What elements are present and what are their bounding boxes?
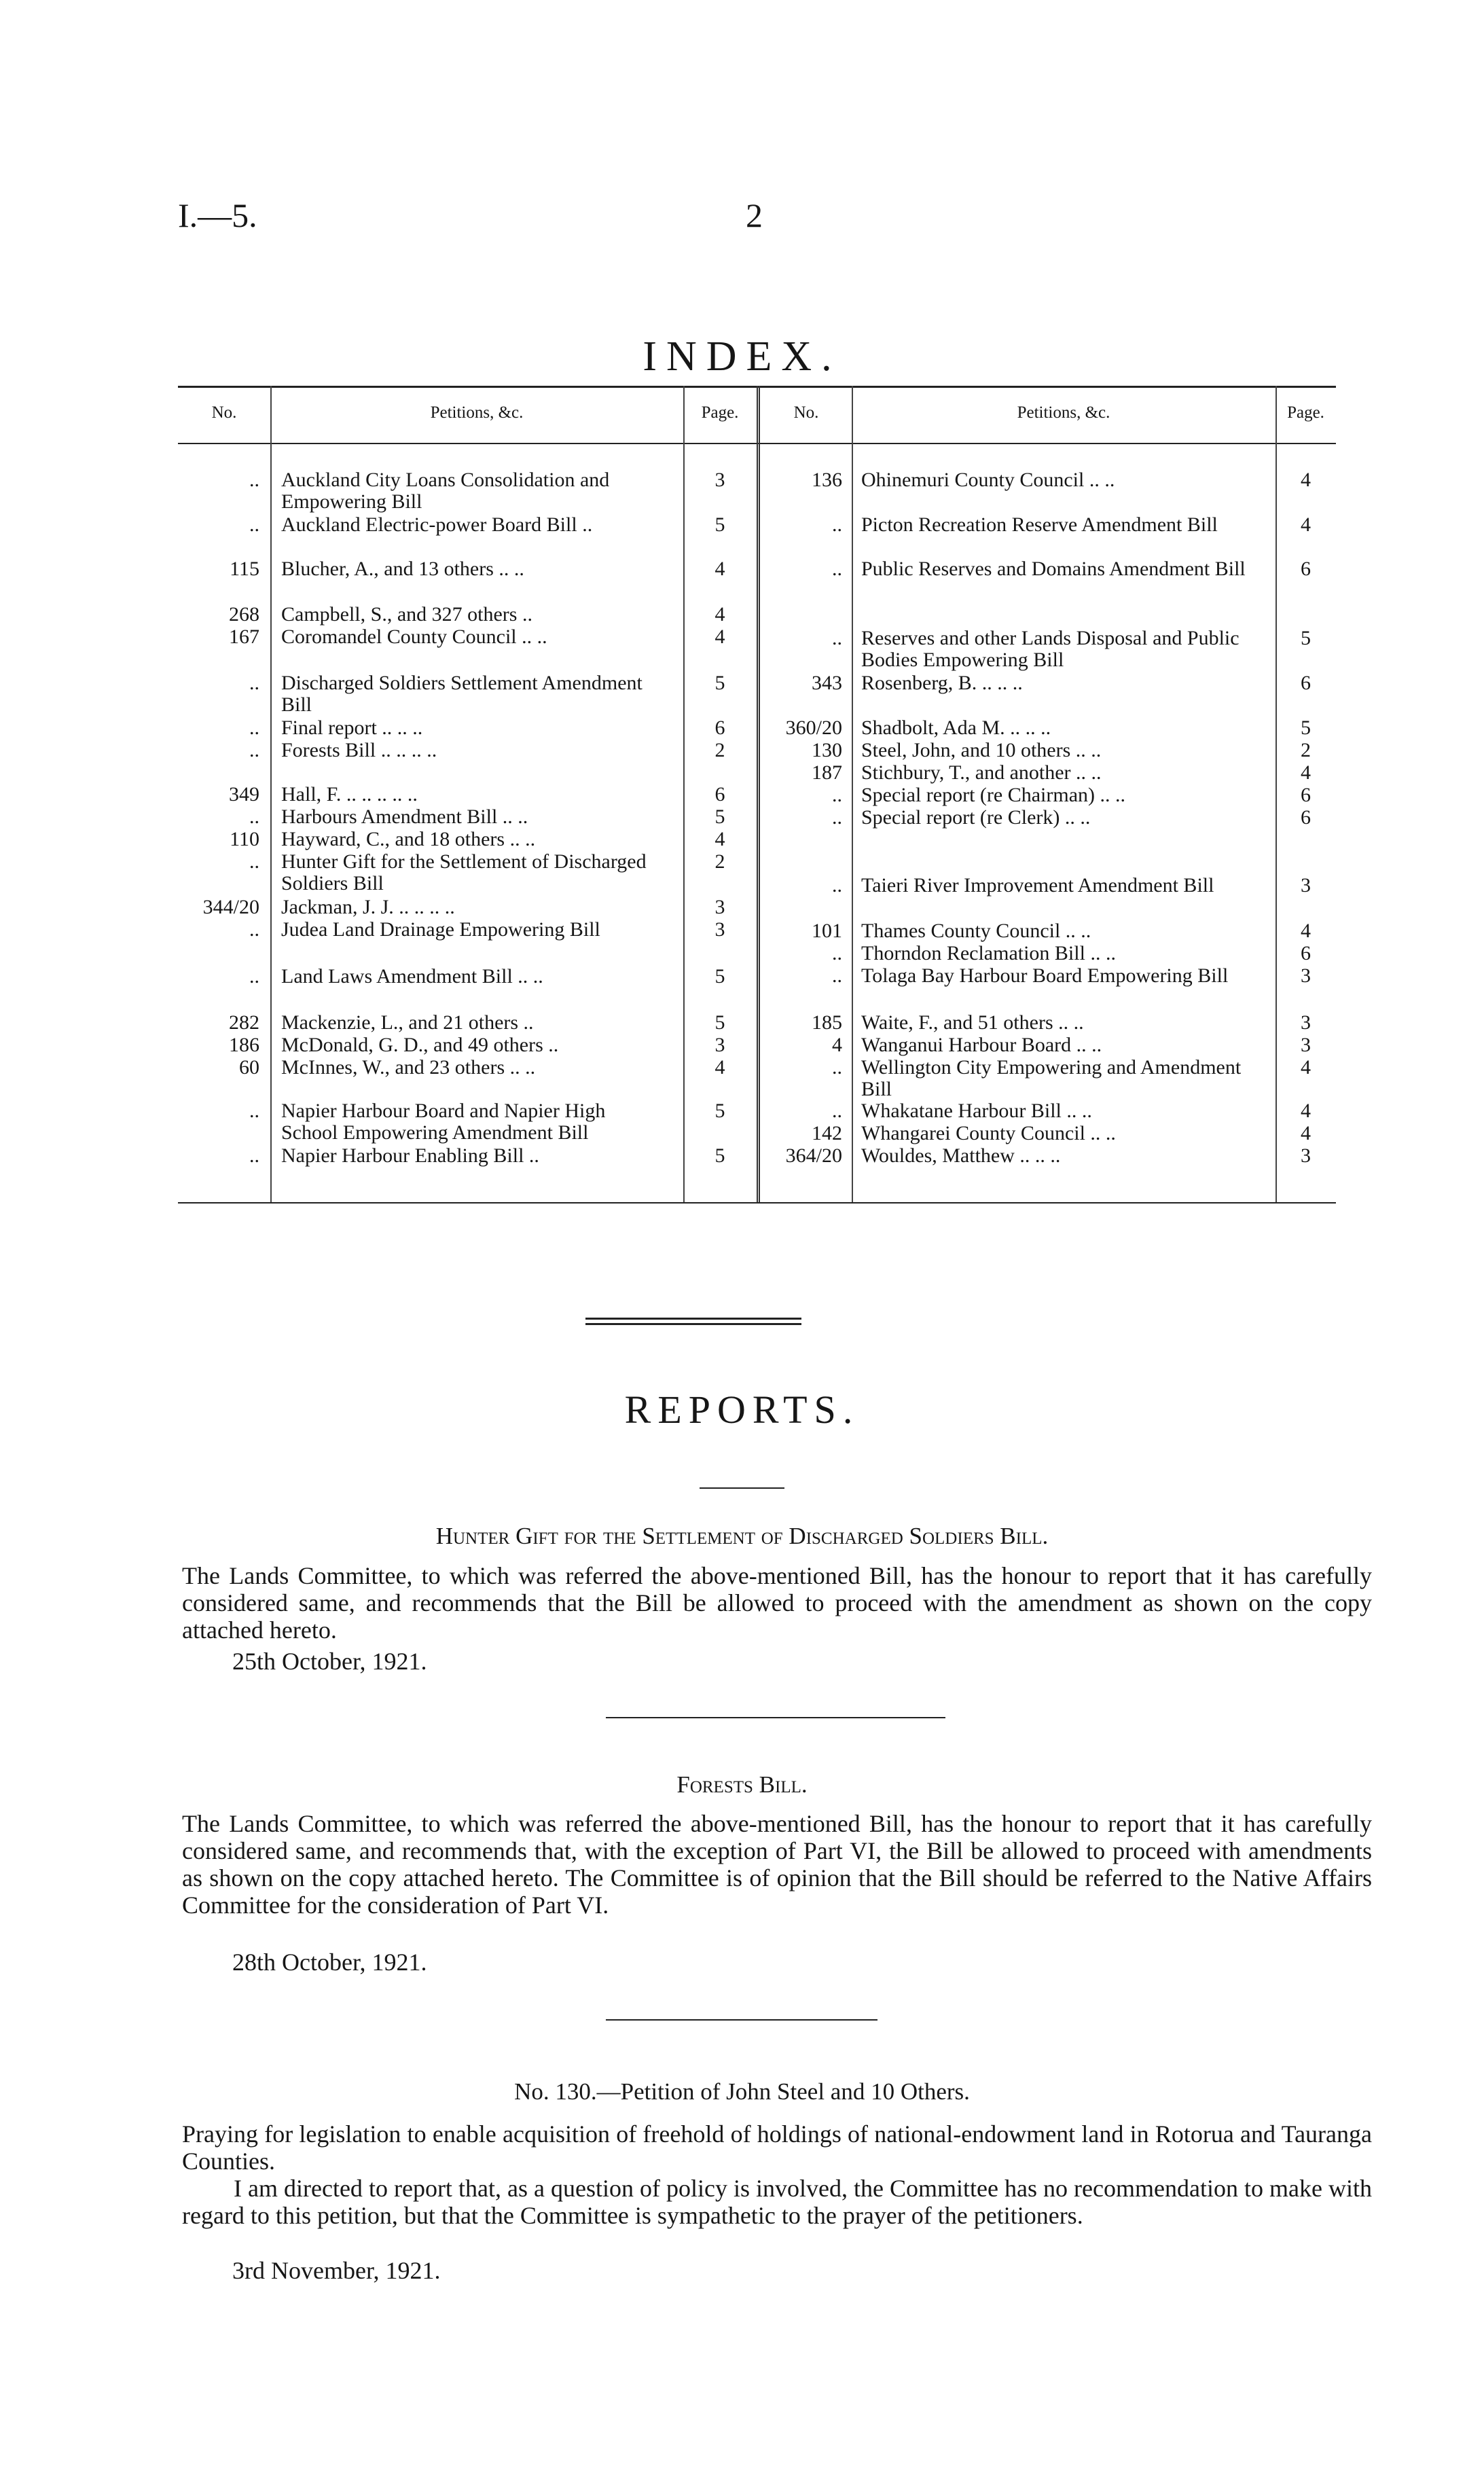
index-entry-page: 4 (1301, 1122, 1311, 1144)
index-entry-page: 3 (714, 469, 725, 491)
index-entry-title: Stichbury, T., and another .. .. (861, 761, 1102, 784)
index-entry-number: .. (249, 717, 259, 739)
hunter-bill-heading: Hunter Gift for the Settlement of Discharged Soldiers Bill. (435, 1523, 1049, 1549)
index-entry-number: .. (249, 918, 259, 941)
section-divider (585, 1323, 801, 1325)
index-entry-number: 349 (229, 783, 259, 806)
petition-heading: No. 130.—Petition of John Steel and 10 Others. (514, 2078, 970, 2105)
title-underline (700, 1487, 784, 1489)
index-entry-title: Tolaga Bay Harbour Board Empowering Bill (861, 964, 1229, 987)
index-entry-title: Blucher, A., and 13 others .. .. (281, 558, 524, 580)
index-entry-number: 360/20 (785, 717, 842, 739)
petition-report: I am directed to report that, as a question of policy is involved, the Committee has no recommendation to make with regard to this petition, but that the Committee is sympathetic to the prayer of the petitioners. (182, 2175, 1372, 2229)
index-entry-number: 136 (812, 469, 842, 491)
index-entry-page: 5 (714, 1100, 725, 1122)
column-divider (270, 386, 272, 1202)
header-page-left: Page. (701, 403, 739, 422)
index-entry-title: Whangarei County Council .. .. (861, 1122, 1116, 1144)
index-entry-page: 5 (714, 1144, 725, 1167)
index-entry-page: 4 (1301, 1100, 1311, 1122)
index-entry-page: 6 (1301, 558, 1311, 580)
index-entry-title: Mackenzie, L., and 21 others .. (281, 1011, 534, 1034)
index-entry-title: Hunter Gift for the Settlement of Discharged Soldiers Bill (281, 850, 647, 894)
index-entry-number: 343 (812, 672, 842, 694)
index-entry-page: 3 (1301, 1011, 1311, 1034)
index-entry-title: Wanganui Harbour Board .. .. (861, 1034, 1102, 1056)
index-entry-number: 185 (812, 1011, 842, 1034)
index-entry-page: 6 (1301, 672, 1311, 694)
index-entry-title: Thorndon Reclamation Bill .. .. (861, 942, 1116, 964)
index-entry-page: 3 (1301, 1144, 1311, 1167)
index-entry-title: Auckland City Loans Consolidation and Empowering Bill (281, 469, 610, 513)
index-entry-page: 6 (714, 717, 725, 739)
index-entry-number: .. (249, 1100, 259, 1122)
index-entry-number: 364/20 (785, 1144, 842, 1167)
index-entry-page: 4 (1301, 513, 1311, 536)
index-entry-page: 6 (1301, 942, 1311, 964)
index-entry-page: 4 (714, 558, 725, 580)
index-entry-number: .. (249, 469, 259, 491)
index-entry-number: 167 (229, 626, 259, 648)
petition-prayer: Praying for legislation to enable acquisition of freehold of holdings of national-endowment land in Rotorua and Tauranga Counties. (182, 2120, 1372, 2175)
index-entry-number: .. (832, 806, 842, 829)
index-entry-number: 115 (230, 558, 259, 580)
index-entry-number: 142 (812, 1122, 842, 1144)
index-entry-page: 4 (714, 1056, 725, 1079)
index-entry-number: .. (832, 513, 842, 536)
index-entry-number: .. (832, 964, 842, 987)
index-entry-number: .. (249, 965, 259, 988)
index-entry-number: 186 (229, 1034, 259, 1056)
forests-bill-heading: Forests Bill. (676, 1771, 808, 1798)
index-entry-number: 110 (230, 828, 259, 850)
index-entry-number: .. (832, 558, 842, 580)
section-divider (606, 2019, 877, 2021)
index-table (178, 386, 1336, 1208)
index-entry-number: .. (832, 784, 842, 806)
index-entry-page: 3 (714, 896, 725, 918)
table-bottom-rule (178, 1202, 1336, 1204)
index-entry-page: 5 (714, 1011, 725, 1034)
index-entry-title: McDonald, G. D., and 49 others .. (281, 1034, 559, 1056)
reports-title: REPORTS. (624, 1388, 860, 1432)
index-entry-title: Rosenberg, B. .. .. .. (861, 672, 1023, 694)
index-entry-page: 3 (1301, 1034, 1311, 1056)
index-entry-number: .. (832, 627, 842, 649)
index-entry-title: Whakatane Harbour Bill .. .. (861, 1100, 1092, 1122)
index-entry-title: Thames County Council .. .. (861, 920, 1091, 942)
index-entry-title: Napier Harbour Board and Napier High School Empowering Amendment Bill (281, 1100, 606, 1144)
index-entry-number: .. (249, 1144, 259, 1167)
index-entry-title: Picton Recreation Reserve Amendment Bill (861, 513, 1218, 536)
index-entry-page: 6 (1301, 806, 1311, 829)
index-entry-number: 130 (812, 739, 842, 761)
index-entry-page: 5 (1301, 627, 1311, 649)
section-divider (585, 1318, 801, 1320)
index-entry-page: 3 (1301, 874, 1311, 897)
index-entry-page: 5 (714, 965, 725, 988)
index-entry-page: 5 (714, 672, 725, 694)
index-entry-page: 2 (1301, 739, 1311, 761)
index-entry-title: Hayward, C., and 18 others .. .. (281, 828, 536, 850)
index-entry-number: 344/20 (202, 896, 259, 918)
index-entry-number: 268 (229, 603, 259, 626)
index-entry-page: 4 (1301, 761, 1311, 784)
page-identifier: I.—5. (178, 196, 257, 234)
index-entry-title: Special report (re Clerk) .. .. (861, 806, 1091, 829)
index-entry-page: 2 (714, 850, 725, 873)
index-entry-title: Auckland Electric-power Board Bill .. (281, 513, 593, 536)
index-entry-page: 3 (714, 1034, 725, 1056)
index-entry-page: 6 (1301, 784, 1311, 806)
index-entry-title: Judea Land Drainage Empowering Bill (281, 918, 600, 941)
index-entry-number: .. (249, 850, 259, 873)
index-entry-number: .. (832, 874, 842, 897)
index-entry-title: Taieri River Improvement Amendment Bill (861, 874, 1214, 897)
index-entry-page: 4 (714, 603, 725, 626)
index-entry-title: Public Reserves and Domains Amendment Bill (861, 558, 1246, 580)
header-petitions-left: Petitions, &c. (430, 403, 524, 422)
hunter-bill-date: 25th October, 1921. (232, 1648, 427, 1675)
index-entry-title: Coromandel County Council .. .. (281, 626, 547, 648)
forests-bill-date: 28th October, 1921. (232, 1949, 427, 1976)
section-divider (606, 1717, 945, 1718)
index-entry-page: 3 (1301, 964, 1311, 987)
index-entry-title: Shadbolt, Ada M. .. .. .. (861, 717, 1051, 739)
index-entry-title: Harbours Amendment Bill .. .. (281, 806, 528, 828)
index-entry-number: 101 (812, 920, 842, 942)
index-entry-number: .. (832, 1056, 842, 1079)
page-number: 2 (746, 196, 763, 234)
index-entry-number: .. (249, 672, 259, 694)
header-no-right: No. (793, 403, 819, 422)
index-entry-page: 6 (714, 783, 725, 806)
index-entry-page: 3 (714, 918, 725, 941)
index-entry-page: 4 (714, 626, 725, 648)
index-entry-number: .. (832, 942, 842, 964)
column-divider-double (757, 386, 760, 1202)
index-entry-title: Special report (re Chairman) .. .. (861, 784, 1126, 806)
index-entry-page: 4 (714, 828, 725, 850)
index-entry-title: Final report .. .. .. (281, 717, 423, 739)
index-entry-title: Hall, F. .. .. .. .. .. (281, 783, 418, 806)
index-entry-title: Forests Bill .. .. .. .. (281, 739, 437, 761)
index-entry-number: .. (249, 513, 259, 536)
index-entry-page: 4 (1301, 469, 1311, 491)
index-entry-title: Steel, John, and 10 others .. .. (861, 739, 1102, 761)
index-entry-page: 5 (714, 806, 725, 828)
index-entry-title: Discharged Soldiers Settlement Amendment Bill (281, 672, 643, 716)
index-entry-title: Ohinemuri County Council .. .. (861, 469, 1115, 491)
index-entry-page: 5 (714, 513, 725, 536)
petition-date: 3rd November, 1921. (232, 2257, 441, 2284)
index-entry-title: Land Laws Amendment Bill .. .. (281, 965, 543, 988)
header-page-right: Page. (1287, 403, 1324, 422)
index-entry-number: 60 (239, 1056, 259, 1079)
index-entry-number: .. (249, 739, 259, 761)
column-divider (852, 386, 853, 1202)
index-entry-page: 4 (1301, 1056, 1311, 1079)
index-entry-page: 5 (1301, 717, 1311, 739)
index-entry-number: .. (832, 1100, 842, 1122)
index-entry-title: Reserves and other Lands Disposal and Public Bodies Empowering Bill (861, 627, 1239, 671)
index-entry-number: 4 (832, 1034, 842, 1056)
index-entry-title: Waite, F., and 51 others .. .. (861, 1011, 1084, 1034)
index-entry-title: Wouldes, Matthew .. .. .. (861, 1144, 1061, 1167)
index-entry-number: 187 (812, 761, 842, 784)
index-entry-title: Napier Harbour Enabling Bill .. (281, 1144, 539, 1167)
hunter-bill-report: The Lands Committee, to which was referred the above-mentioned Bill, has the honour to report that it has carefully considered same, and recommends that the Bill be allowed to proceed with the amendment as shown on the copy attached hereto. (182, 1562, 1372, 1644)
index-title: INDEX. (643, 333, 841, 380)
header-no-left: No. (211, 403, 237, 422)
index-entry-page: 4 (1301, 920, 1311, 942)
index-entry-title: Wellington City Empowering and Amendment Bill (861, 1056, 1242, 1100)
header-petitions-right: Petitions, &c. (1017, 403, 1110, 422)
index-entry-title: Campbell, S., and 327 others .. (281, 603, 532, 626)
forests-bill-report: The Lands Committee, to which was referred the above-mentioned Bill, has the honour to report that it has carefully considered same, and recommends that, with the exception of Part VI, the Bill be allowed to proceed with amendments as shown on the copy attached hereto. The Committee is of opinion that the Bill should be referred to the Native Affairs Committee for the consideration of Part VI. (182, 1810, 1372, 1919)
index-entry-title: Jackman, J. J. .. .. .. .. (281, 896, 455, 918)
index-entry-number: .. (249, 806, 259, 828)
index-entry-title: McInnes, W., and 23 others .. .. (281, 1056, 536, 1079)
index-entry-number: 282 (229, 1011, 259, 1034)
index-entry-page: 2 (714, 739, 725, 761)
